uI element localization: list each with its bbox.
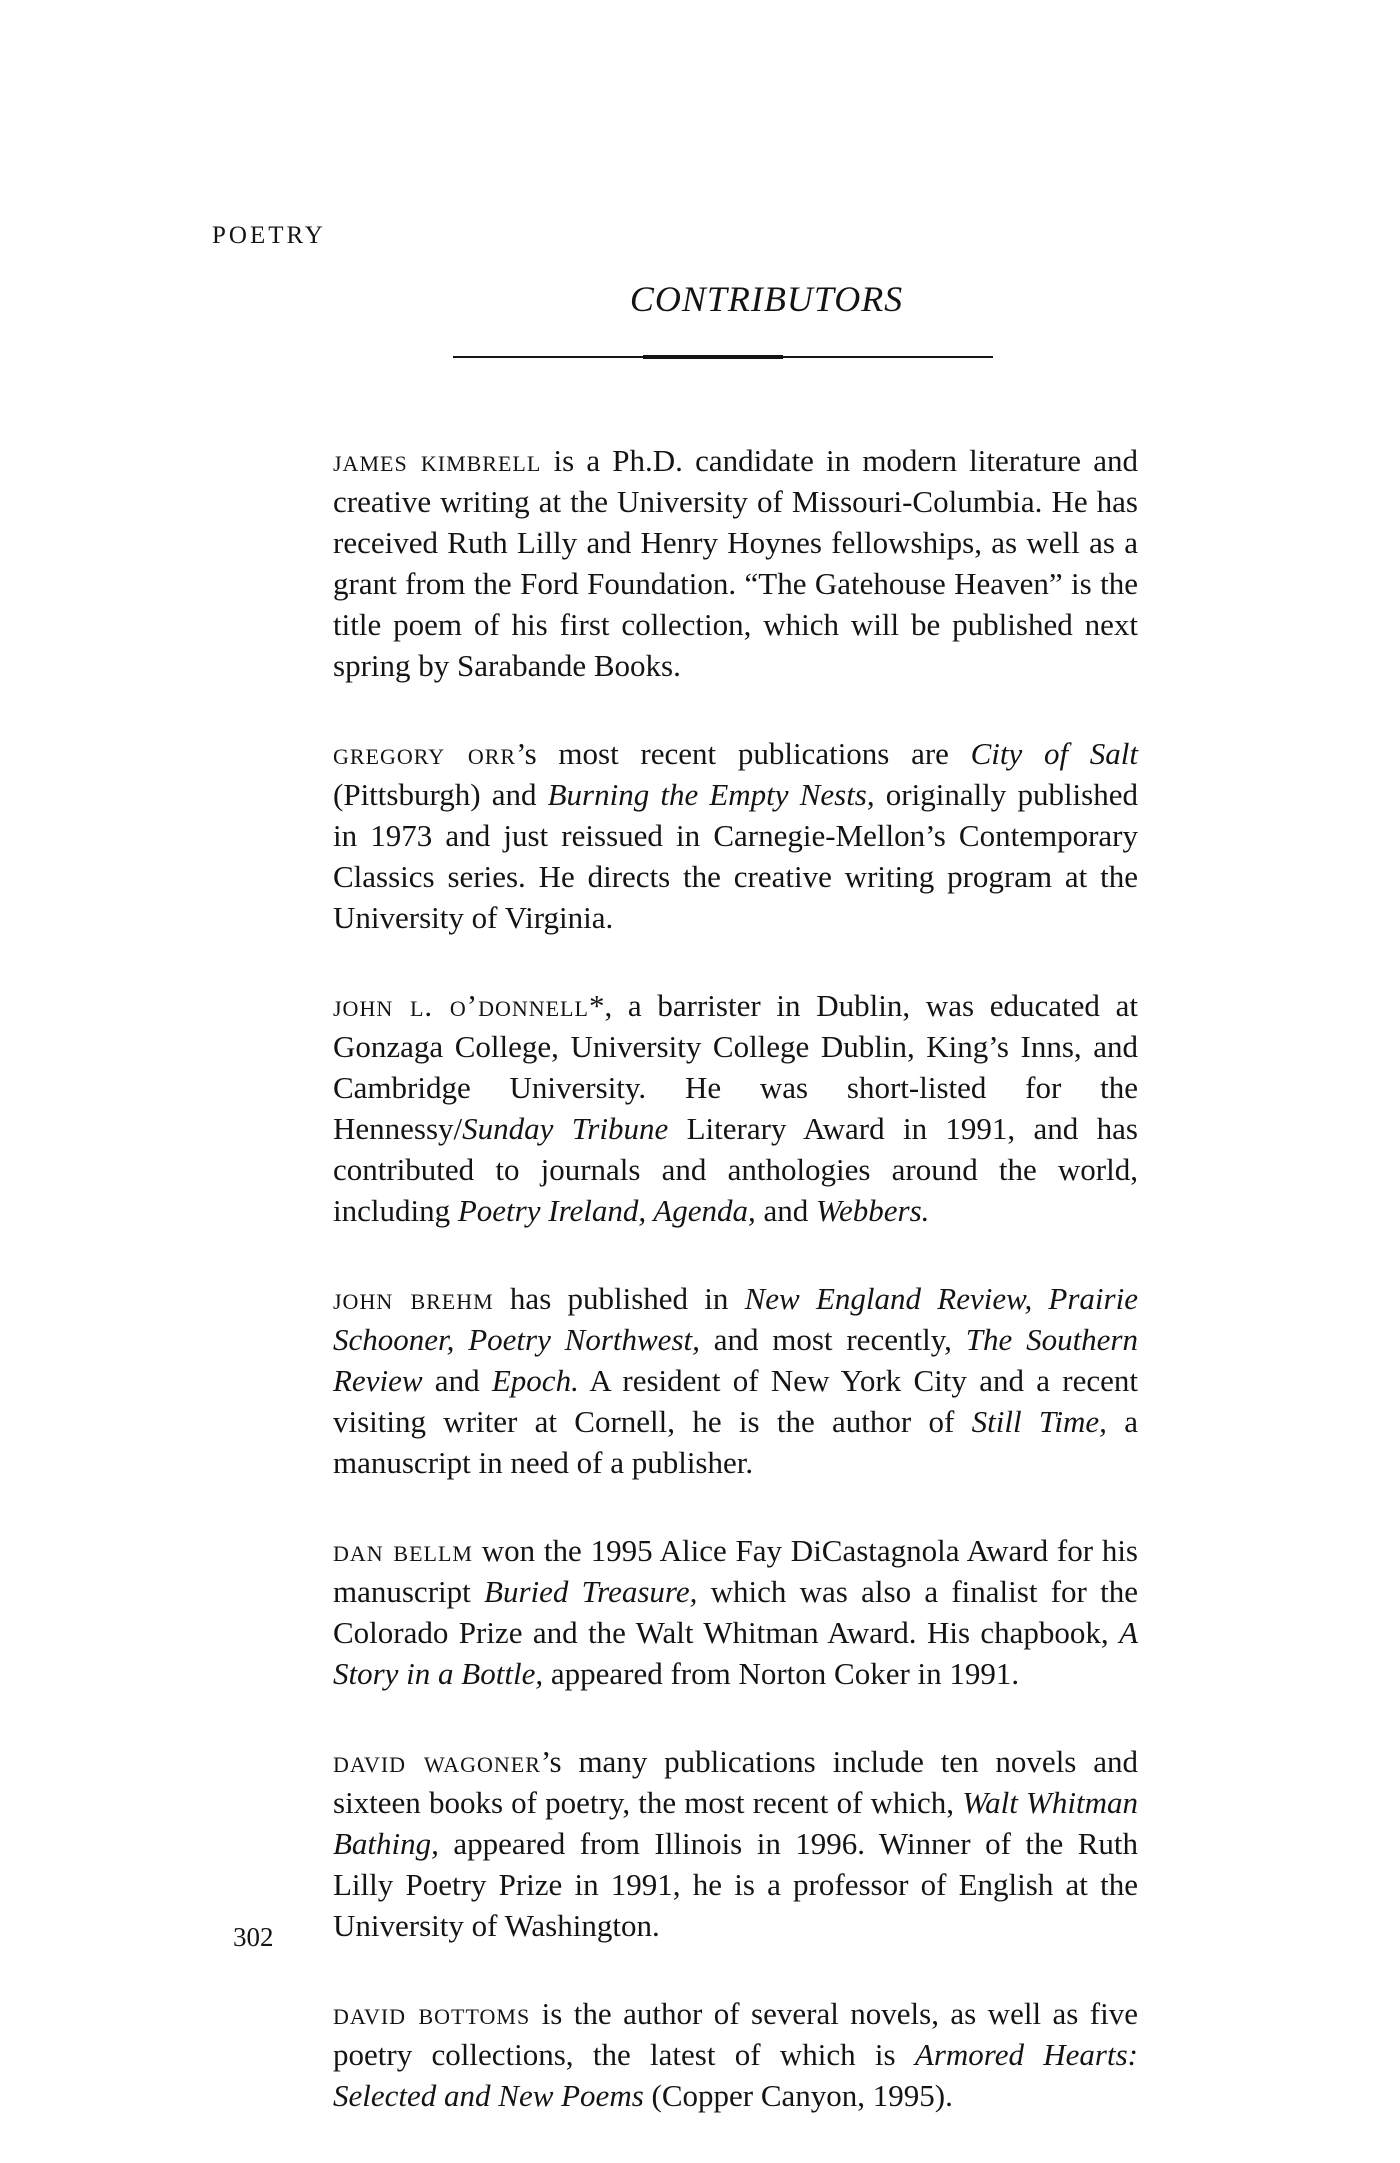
bio-text: ’s most recent publications are bbox=[516, 736, 971, 771]
bio-title: Walt Whitman Bathing, bbox=[333, 1785, 1138, 1861]
contributor-name: john l. o’donnell bbox=[333, 988, 589, 1023]
bio-text: appeared from Norton Coker in 1991. bbox=[543, 1656, 1020, 1691]
bio-text: is a Ph.D. candidate in modern literature and creative writing at the University of Missouri-Columbia. He has received Ruth Lilly and Henry Hoynes fellowships, as well as a grant from the Ford Foundation. “The Gatehouse Heaven” is the title poem of his first collection, which will be published next spring by Sarabande Books. bbox=[333, 443, 1138, 683]
bio-text: has published in bbox=[493, 1281, 745, 1316]
section-title: CONTRIBUTORS bbox=[629, 279, 904, 319]
running-head: POETRY bbox=[212, 222, 326, 249]
bio-text: (Pittsburgh) and bbox=[333, 777, 548, 812]
contributors-list bbox=[333, 440, 1138, 2163]
bio-text: A resident of New York City and a recent visiting writer at Cornell, he is the author of bbox=[333, 1363, 1139, 1439]
bio-text: appeared from Illinois in 1996. Winner of the Ruth Lilly Poetry Prize in 1991, he is a professor of English at the University of Washington. bbox=[333, 1826, 1138, 1943]
bio-title: New England Review, Prairie Schooner, Poetry Northwest, bbox=[333, 1281, 1138, 1357]
bio-title: A Story in a Bottle, bbox=[333, 1615, 1138, 1691]
bio-text: which was also a finalist for the Colorado Prize and the Walt Whitman Award. His chapbook, bbox=[333, 1574, 1139, 1650]
bio-title: Burning the Empty Nests bbox=[547, 777, 867, 812]
bio-title: Buried Treasure, bbox=[484, 1574, 698, 1609]
bio-text: *, a barrister in Dublin, was educated at Gonzaga College, University College Dublin, King’s Inns, and Cambridge University. He was short-listed for the Hennessy/ bbox=[333, 988, 1138, 1146]
contributor-entry-odonnell bbox=[333, 985, 1138, 1231]
bio-title: Sunday Tribune bbox=[462, 1111, 669, 1146]
contributor-name: david bottoms bbox=[333, 1996, 531, 2031]
bio-text: is the author of several novels, as well as five poetry collections, the latest of which is bbox=[333, 1996, 1138, 2072]
bio-text: and bbox=[755, 1193, 817, 1228]
contributor-entry-brehm bbox=[333, 1278, 1138, 1483]
bio-text: (Copper Canyon, 1995). bbox=[643, 2078, 953, 2113]
bio-title: Webbers. bbox=[816, 1193, 930, 1228]
contributor-entry-bellm bbox=[333, 1530, 1138, 1694]
bio-text: a manuscript in need of a publisher. bbox=[333, 1404, 1138, 1480]
bio-title: Epoch. bbox=[491, 1363, 579, 1398]
contributor-name: gregory orr bbox=[333, 736, 517, 771]
bio-text: and most recently, bbox=[699, 1322, 966, 1357]
bio-text: and bbox=[422, 1363, 492, 1398]
bio-title: The Southern Review bbox=[333, 1322, 1138, 1398]
contributor-entry-orr bbox=[333, 733, 1138, 938]
contributor-name: david wagoner bbox=[333, 1744, 541, 1779]
bio-text: ’s many publications include ten novels and sixteen books of poetry, the most recent of which, bbox=[333, 1744, 1138, 1820]
contributor-name: james kimbrell bbox=[333, 443, 542, 478]
bio-title: Poetry Ireland, Agenda, bbox=[457, 1193, 756, 1228]
bio-text: won the 1995 Alice Fay DiCastagnola Award for his manuscript bbox=[333, 1533, 1138, 1609]
page-number: 302 bbox=[233, 1922, 274, 1952]
contributor-name: dan bellm bbox=[333, 1533, 473, 1568]
title-rule bbox=[453, 356, 993, 358]
bio-text: Literary Award in 1991, and has contributed to journals and anthologies around the world, including bbox=[333, 1111, 1138, 1228]
bio-text: , originally published in 1973 and just reissued in Carnegie-Mellon’s Contemporary Classics series. He directs the creative writing program at the University of Virginia. bbox=[333, 777, 1138, 935]
bio-title: Armored Hearts: Selected and New Poems bbox=[333, 2037, 1138, 2113]
bio-title: City of Salt bbox=[970, 736, 1139, 771]
bio-title: Still Time, bbox=[971, 1404, 1107, 1439]
contributor-name: john brehm bbox=[333, 1281, 494, 1316]
contributor-entry-kimbrell bbox=[333, 440, 1138, 686]
contributor-entry-wagoner bbox=[333, 1741, 1138, 1946]
contributor-entry-bottoms bbox=[333, 1993, 1138, 2116]
